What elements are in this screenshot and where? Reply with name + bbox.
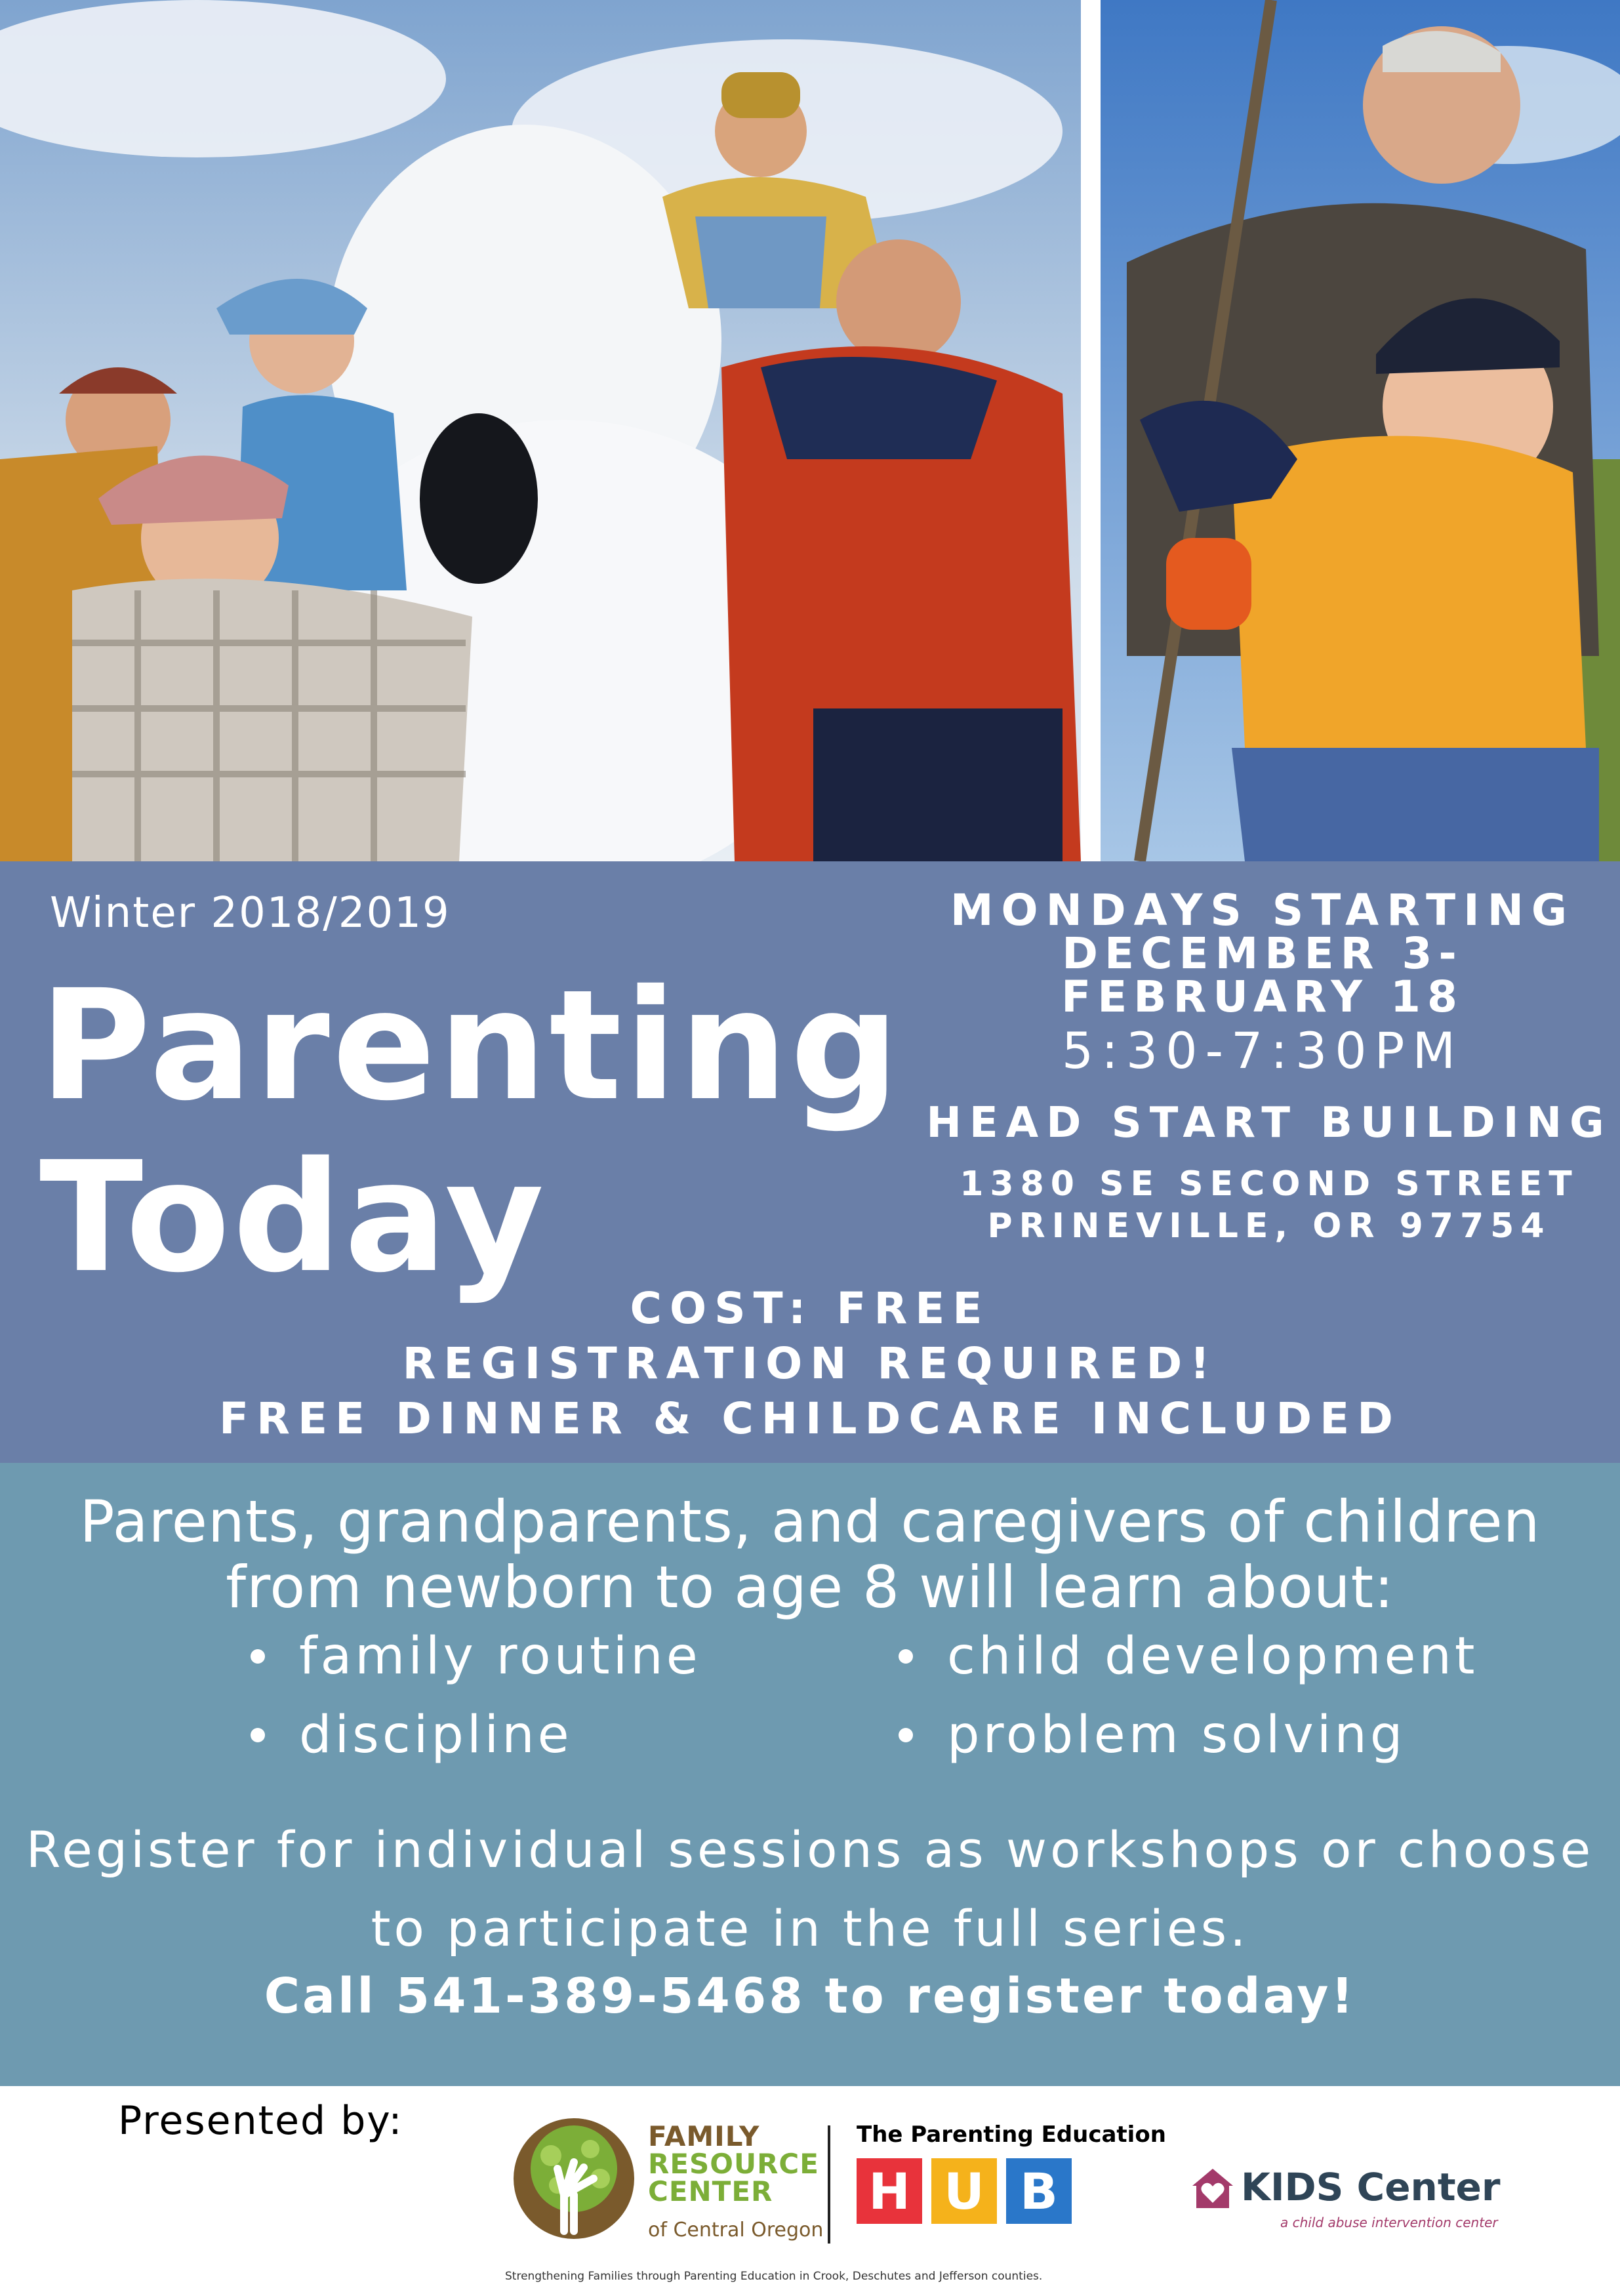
description-band [0,1463,1620,2086]
topic-label: discipline [299,1706,573,1765]
extras-line: FREE DINNER & CHILDCARE INCLUDED [219,1393,1401,1444]
intro-line-2: from newborn to age 8 will learn about: [226,1553,1394,1621]
grandparent-swing-photo [1101,0,1620,861]
sponsors-footer [0,2086,1620,2296]
house-heart-icon [1188,2163,1237,2212]
presented-by-label: Presented by: [118,2098,403,2144]
topic-item [251,1706,573,1765]
schedule-start: DECEMBER 3- [1062,928,1463,979]
cost-line: COST: FREE [630,1283,990,1334]
schedule-block [905,885,1620,1080]
topic-label: family routine [299,1627,701,1686]
bullet-icon [251,1728,265,1742]
topic-label: problem solving [947,1706,1406,1765]
topic-item [899,1627,1478,1686]
title-line-1: Parenting [39,957,902,1134]
page-title [39,957,902,1306]
event-info-band [0,861,1620,1463]
hub-letter-h: H [857,2158,922,2224]
cost-details [0,1281,1620,1446]
venue-name: HEAD START BUILDING [926,1099,1612,1147]
hub-logo [857,2158,1072,2224]
intro-text [0,1489,1620,1620]
tree-hand-logo-icon [512,2116,636,2241]
registration-line-2: to participate in the full series. [371,1899,1249,1958]
hub-letter-b: B [1006,2158,1072,2224]
frc-line-2: RESOURCE [648,2148,819,2180]
frc-subtitle: of Central Oregon [648,2219,824,2242]
frc-wordmark [648,2120,819,2207]
call-to-action[interactable]: Call 541-389-5468 to register today! [264,1968,1356,2024]
kids-center-name: KIDS Center [1241,2165,1501,2209]
schedule-day: MONDAYS STARTING [950,885,1575,935]
hub-letter-u: U [931,2158,997,2224]
registration-line-1: Register for individual sessions as workshops or choose [26,1820,1594,1879]
hub-title: The Parenting Education [857,2122,1166,2148]
topic-label: child development [947,1627,1478,1686]
title-line-2: Today [39,1129,547,1306]
sponsor-tagline: Strengthening Families through Parenting Education in Crook, Deschutes and Jefferson counties. [505,2270,1043,2283]
venue-street: 1380 SE SECOND STREET [960,1164,1579,1204]
bullet-icon [899,1649,913,1664]
logo-divider [828,2125,830,2244]
registration-line: REGISTRATION REQUIRED! [402,1338,1218,1389]
frc-line-3: CENTER [648,2175,773,2207]
intro-line-1: Parents, grandparents, and caregivers of children [79,1488,1541,1555]
season-label: Winter 2018/2019 [50,889,451,937]
frc-line-1: FAMILY [648,2120,760,2152]
family-snowman-photo [0,0,1081,861]
venue-address [918,1163,1620,1247]
kids-center-subtitle: a child abuse intervention center [1280,2215,1498,2230]
photo-strip [0,0,1620,861]
bullet-icon [899,1728,913,1742]
bullet-icon [251,1649,265,1664]
schedule-time: 5:30-7:30PM [1061,1021,1464,1080]
topic-item [251,1627,701,1686]
topic-item [899,1706,1406,1765]
schedule-end: FEBRUARY 18 [1061,972,1464,1022]
venue-city: PRINEVILLE, OR 97754 [987,1206,1551,1246]
registration-text [0,1811,1620,1968]
